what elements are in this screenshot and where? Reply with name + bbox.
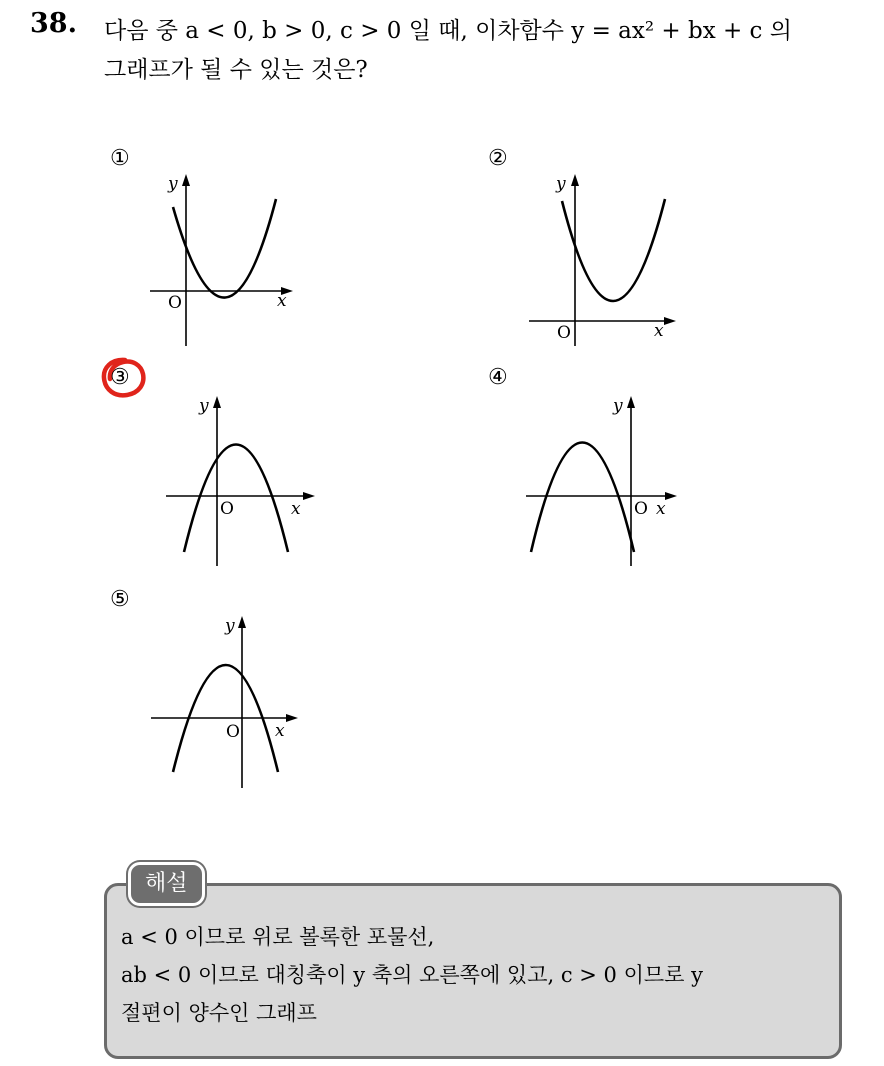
y-axis-label: y [225,616,235,636]
choice-4-graph[interactable] [520,392,685,572]
y-axis-arrow-icon [182,174,190,186]
y-axis-label: y [168,174,178,194]
parabola-curve [184,445,288,553]
parabola-curve [531,443,634,553]
choice-1-graph[interactable] [140,170,300,350]
solution-line-1: a < 0 이므로 위로 볼록한 포물선, [121,925,435,949]
choice-3-graph[interactable] [160,392,320,572]
solution-tag: 해설 [128,862,205,906]
choice-3-label[interactable]: ③ [110,365,130,390]
origin-label: O [557,323,571,343]
y-axis-label: y [556,174,566,194]
x-axis-arrow-icon [303,492,315,500]
x-axis-label: x [291,499,301,519]
origin-label: O [634,499,648,519]
question-line-1: 다음 중 a < 0, b > 0, c > 0 일 때, 이차함수 y = ax² + bx + c 의 [104,18,792,44]
x-axis-label: x [654,321,664,341]
x-axis-arrow-icon [286,714,298,722]
question-number: 38. [30,8,77,39]
origin-label: O [226,722,240,742]
y-axis-arrow-icon [238,616,246,628]
y-axis-arrow-icon [571,174,579,186]
x-axis-arrow-icon [665,492,677,500]
x-axis-arrow-icon [664,317,676,325]
y-axis-label: y [199,396,209,416]
y-axis-arrow-icon [213,396,221,408]
solution-line-2: ab < 0 이므로 대칭축이 y 축의 오른쪽에 있고, c > 0 이므로 y [121,963,703,987]
solution-line-3: 절편이 양수인 그래프 [121,1001,317,1025]
y-axis-label: y [613,396,623,416]
question-text [104,12,874,90]
choice-5-label[interactable]: ⑤ [110,587,130,612]
question-line-2: 그래프가 될 수 있는 것은? [104,57,368,83]
parabola-curve [173,199,276,298]
y-axis-arrow-icon [627,396,635,408]
origin-label: O [220,499,234,519]
parabola-curve [562,199,665,301]
origin-label: O [168,293,182,313]
choice-5-graph[interactable] [145,612,305,792]
choice-1-label[interactable]: ① [110,146,130,171]
choice-2-label[interactable]: ② [488,146,508,171]
choice-2-graph[interactable] [525,170,685,350]
x-axis-label: x [275,721,285,741]
choice-4-label[interactable]: ④ [488,365,508,390]
x-axis-label: x [656,499,666,519]
x-axis-label: x [277,291,287,311]
solution-text [121,918,836,1032]
